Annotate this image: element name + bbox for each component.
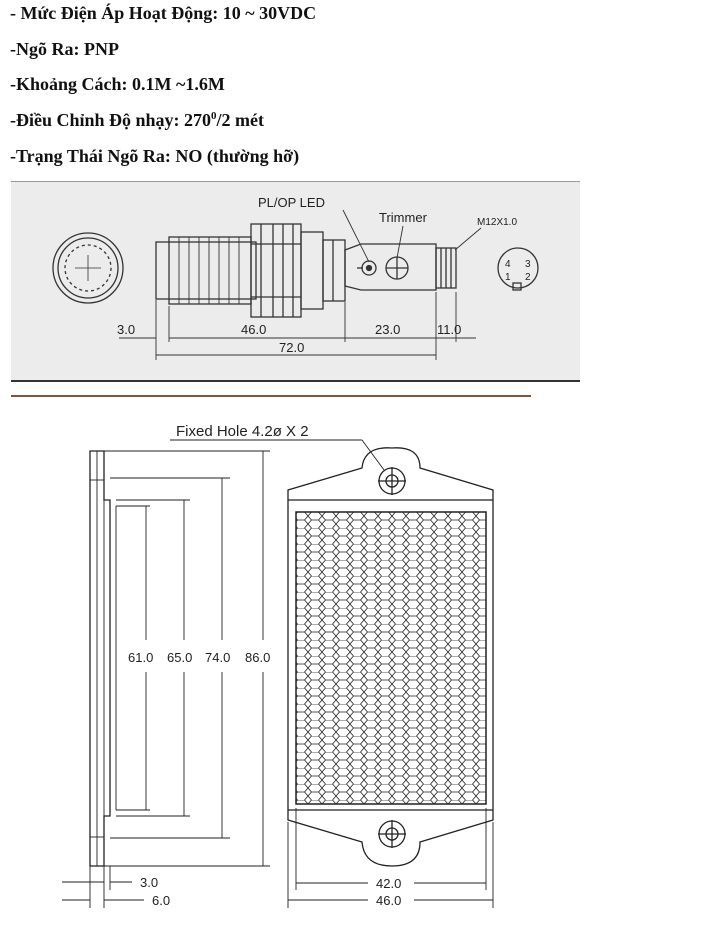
sensor-dim-11: 11.0 (437, 322, 462, 337)
spec-adjust-prefix: -Điều Chỉnh Độ nhạy: 270 (10, 110, 212, 130)
side-dimension-lines (62, 866, 144, 908)
pin-1: 1 (505, 272, 511, 283)
spec-adjust-sup: 0 (211, 110, 217, 122)
thread-label: M12X1.0 (477, 217, 518, 228)
height-dim-86: 86.0 (245, 650, 271, 665)
reflector-side-view (90, 451, 116, 866)
height-dim-65: 65.0 (167, 650, 193, 665)
width-dim-46: 46.0 (376, 893, 402, 908)
sensor-dim-23: 23.0 (375, 322, 401, 337)
fixed-hole-label: Fixed Hole 4.2ø X 2 (176, 423, 309, 440)
reflector-drawing (0, 400, 703, 924)
spec-output: -Ngõ Ra: PNP (10, 39, 119, 59)
sensor-body (156, 224, 456, 317)
sensor-dim-3: 3.0 (117, 322, 136, 337)
divider (11, 395, 531, 397)
side-dim-3: 3.0 (140, 875, 159, 890)
connector-face (498, 248, 538, 290)
height-dim-61: 61.0 (128, 650, 154, 665)
spec-voltage: - Mức Điện Áp Hoạt Động: 10 ~ 30VDC (10, 3, 317, 23)
trimmer-label: Trimmer (379, 210, 427, 225)
pin-3: 3 (525, 259, 531, 270)
led-label: PL/OP LED (258, 195, 325, 210)
sensor-dim-72: 72.0 (279, 340, 305, 355)
width-dim-42: 42.0 (376, 876, 402, 891)
spec-adjustment (10, 110, 264, 131)
height-dim-74: 74.0 (205, 650, 231, 665)
spec-output-state: -Trạng Thái Ngõ Ra: NO (thường hỡ) (10, 146, 300, 166)
sensor-front-view (53, 233, 123, 303)
side-dim-6: 6.0 (152, 893, 171, 908)
pin-4: 4 (505, 259, 511, 270)
spec-distance: -Khoảng Cách: 0.1M ~1.6M (10, 74, 225, 94)
spec-adjust-suffix: /2 mét (216, 110, 265, 130)
reflector-front-view (288, 448, 493, 866)
sensor-dim-46: 46.0 (241, 322, 267, 337)
pin-2: 2 (525, 272, 531, 283)
sensor-drawing (11, 181, 580, 382)
